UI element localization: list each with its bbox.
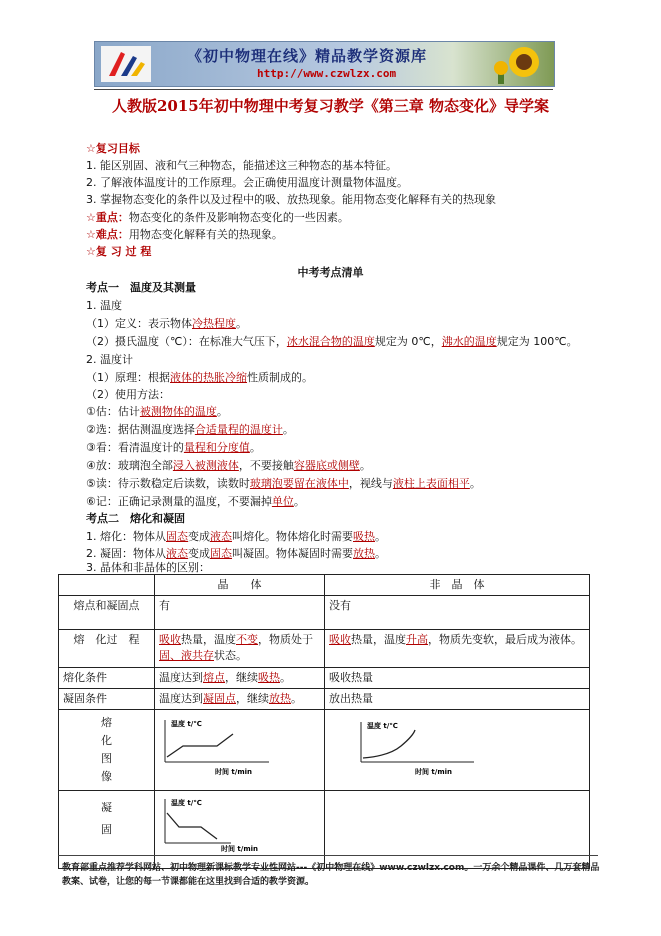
answer: 冷热程度 (192, 317, 236, 330)
answer: 吸收 (159, 633, 181, 646)
text: ，物质处于 (258, 633, 313, 646)
table-row (59, 710, 590, 791)
answer: 合适量程的温度计 (194, 423, 283, 436)
process-heading: ☆复 习 过 程 (86, 245, 152, 258)
key-point-label: ☆重点： (86, 211, 129, 224)
text: ④放：玻璃泡全部 (86, 459, 173, 472)
table-cell: 没有 (325, 596, 590, 630)
crystal-melting-graph (159, 712, 279, 778)
text: 热量，温度 (181, 633, 236, 646)
table-cell: 放出热量 (325, 689, 590, 710)
answer: 液柱上表面相平 (392, 477, 470, 490)
text: 。 (236, 317, 247, 330)
answer: 放热 (353, 547, 375, 560)
usage-step (86, 495, 305, 509)
amorphous-melting-graph-cell (325, 710, 590, 791)
difficulty-line (86, 228, 283, 242)
answer: 单位 (271, 495, 294, 508)
text: 温度达到 (159, 671, 203, 684)
vertical-label: 熔化图像 (101, 716, 112, 783)
crystal-comparison-table (58, 574, 590, 869)
difficulty-label: ☆难点： (86, 228, 129, 241)
text: 。 (249, 441, 261, 454)
kp1-section: 1. 温度 (86, 299, 122, 312)
text: 1. 熔化：物体从 (86, 530, 166, 543)
table-cell (155, 689, 325, 710)
text: 规定为 100℃。 (496, 335, 578, 348)
answer: 熔点 (203, 671, 225, 684)
text: 。 (469, 477, 481, 490)
text: 状态。 (214, 649, 247, 662)
vertical-label: 凝 固 (101, 801, 123, 836)
answer: 固、液共存 (159, 649, 214, 662)
answer: 吸收 (329, 633, 351, 646)
table-cell (155, 630, 325, 668)
document-title: 人教版2015年初中物理中考复习教学《第三章 物态变化》导学案 (112, 97, 549, 115)
text: （1）原理：根据 (86, 371, 170, 384)
usage-heading: （2）使用方法： (86, 388, 170, 401)
table-cell (325, 630, 590, 668)
usage-step (86, 477, 481, 491)
key-point-line (86, 211, 349, 225)
table-row (59, 575, 590, 596)
kp2-heading: 考点二 熔化和凝固 (86, 512, 185, 525)
sunflower-icon (490, 44, 548, 84)
header-divider (94, 89, 553, 90)
empty-cell (325, 791, 590, 869)
list-heading: 中考考点清单 (297, 266, 364, 279)
kp1-section: 2. 温度计 (86, 353, 133, 366)
text: ，不要接触 (238, 459, 294, 472)
text: ，视线与 (348, 477, 393, 490)
text: （2）摄氏温度（℃）：在标准大气压下， (86, 335, 287, 348)
header-amorphous: 非 晶 体 (325, 575, 590, 596)
answer: 固态 (166, 530, 188, 543)
crystal-solidification-graph (159, 793, 284, 861)
site-logo-icon (101, 46, 151, 82)
solidification-definition (86, 547, 386, 561)
difficulty-text: 用物态变化解释有关的热现象。 (128, 228, 283, 241)
goal-item: 1. 能区别固、液和气三种物态，能描述这三种物态的基本特征。 (86, 159, 397, 172)
answer: 不变 (236, 633, 258, 646)
answer: 冰水混合物的温度 (286, 335, 375, 348)
text: ③看：看清温度计的 (86, 441, 184, 454)
site-banner (94, 41, 555, 87)
x-axis-label: 时间 t/min (415, 768, 453, 776)
row-label: 熔化条件 (59, 668, 155, 689)
answer: 放热 (269, 692, 291, 705)
kp1-heading: 考点一 温度及其测量 (86, 281, 196, 294)
row-label (59, 710, 155, 791)
table-cell: 吸收热量 (325, 668, 590, 689)
y-axis-label: 温度 t/℃ (171, 720, 202, 728)
answer: 固态 (210, 547, 232, 560)
banner-url[interactable]: http://www.czwlzx.com (257, 67, 397, 80)
text: 。 (375, 547, 386, 560)
row-label (59, 791, 155, 869)
row-label: 熔 化过 程 (59, 630, 155, 668)
footer-text: 教育部重点推荐学科网站、初中物理新课标教学专业性网站---《初中物理在线》www.czwlzx.com。一万余个精品课件、几万套精品教案、试卷，让您的每一节课都能在这里找到合适的教学资源。 (62, 863, 600, 887)
usage-step (86, 405, 228, 419)
usage-step (86, 423, 294, 437)
text: 。 (293, 495, 305, 508)
answer: 凝固点 (203, 692, 236, 705)
row-label: 凝固条件 (59, 689, 155, 710)
text: 性质制成的。 (247, 371, 313, 384)
crystal-melting-graph-cell (155, 710, 325, 791)
table-cell: 有 (155, 596, 325, 630)
answer: 浸入被测液体 (172, 459, 239, 472)
table-row (59, 791, 590, 869)
goal-item: 3. 掌握物态变化的条件以及过程中的吸、放热现象。能用物态变化解释有关的热现象 (86, 193, 496, 206)
text: 叫凝固。物体凝固时需要 (232, 547, 353, 560)
text: ，继续 (225, 671, 258, 684)
key-point-text: 物态变化的条件及影响物态变化的一些因素。 (128, 211, 349, 224)
text: 温度达到 (159, 692, 203, 705)
table-row (59, 689, 590, 710)
crystal-solidification-graph-cell (155, 791, 325, 869)
text: 。 (375, 530, 386, 543)
text: 。 (359, 459, 371, 472)
table-row (59, 596, 590, 630)
footer-divider (58, 855, 598, 856)
usage-step (86, 459, 371, 473)
text: 规定为 0℃， (374, 335, 442, 348)
answer: 液态 (210, 530, 232, 543)
table-row (59, 668, 590, 689)
review-goal-heading: ☆复习目标 (86, 142, 140, 155)
answer: 液态 (166, 547, 188, 560)
x-axis-label: 时间 t/min (215, 768, 253, 776)
text: ⑤读：待示数稳定后读数，读数时 (86, 477, 250, 490)
temperature-definition (86, 317, 247, 331)
text: ⑥记：正确记录测量的温度，不要漏掉 (86, 495, 272, 508)
banner-title: 《初中物理在线》精品教学资源库 (187, 47, 428, 65)
difference-heading: 3. 晶体和非晶体的区别： (86, 561, 210, 574)
text: ①估：估计 (86, 405, 140, 418)
text: 热量，温度 (351, 633, 406, 646)
answer: 液体的热胀冷缩 (170, 371, 247, 384)
answer: 玻璃泡要留在液体中 (249, 477, 349, 490)
text: 变成 (188, 547, 210, 560)
answer: 量程和分度值 (183, 441, 250, 454)
amorphous-melting-graph (349, 712, 489, 778)
table-row (59, 630, 590, 668)
y-axis-label: 温度 t/℃ (367, 722, 398, 730)
text: 。 (216, 405, 228, 418)
row-label: 熔点和凝固点 (59, 596, 155, 630)
table-cell (155, 668, 325, 689)
x-axis-label: 时间 t/min (221, 845, 259, 853)
answer: 沸水的温度 (441, 335, 497, 348)
text: 。 (291, 692, 302, 705)
celsius-definition (86, 335, 578, 349)
text: ，物质先变软，最后成为液体。 (428, 633, 582, 646)
text: ，继续 (236, 692, 269, 705)
answer: 容器底或侧壁 (293, 459, 360, 472)
table-corner-cell (59, 575, 155, 596)
y-axis-label: 温度 t/℃ (171, 799, 202, 807)
text: 2. 凝固：物体从 (86, 547, 166, 560)
header-crystal: 晶 体 (155, 575, 325, 596)
answer: 吸热 (258, 671, 280, 684)
text: 。 (282, 423, 294, 436)
answer: 被测物体的温度 (139, 405, 217, 418)
text: （1）定义：表示物体 (86, 317, 192, 330)
text: ②选：据估测温度选择 (86, 423, 195, 436)
thermometer-principle (86, 371, 313, 385)
answer: 吸热 (353, 530, 375, 543)
text: 叫熔化。物体熔化时需要 (232, 530, 353, 543)
text: 。 (280, 671, 291, 684)
text: 变成 (188, 530, 210, 543)
melting-definition (86, 530, 386, 544)
usage-step (86, 441, 261, 455)
answer: 升高 (406, 633, 428, 646)
goal-item: 2. 了解液体温度计的工作原理。会正确使用温度计测量物体温度。 (86, 176, 408, 189)
